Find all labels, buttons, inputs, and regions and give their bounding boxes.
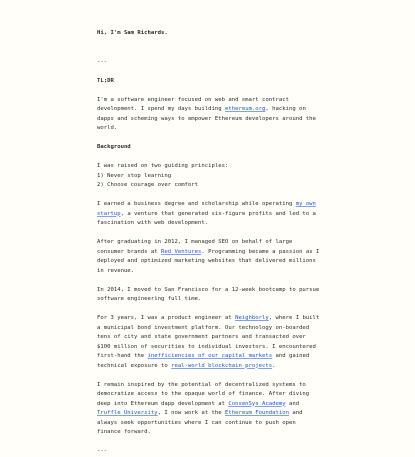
footer-divider: ---	[97, 448, 108, 454]
tldr-heading: TL;DR	[97, 77, 114, 84]
greeting-title: Hi, I'm Sam Richards.	[97, 30, 168, 36]
principles-intro: I was raised on two guiding principles:	[97, 163, 229, 169]
bootcamp-paragraph: In 2014, I moved to San Francisco for a 12-week bootcamp to pursue software engineering full time.	[97, 286, 320, 302]
startup-text-post: , a venture that generated six-figure profits and led to a fascination with web development.	[97, 210, 316, 226]
my-own-startup-link[interactable]: my own startup	[97, 201, 316, 217]
neighborly-text-post: .	[272, 362, 276, 369]
blockchain-projects-link[interactable]: real-world blockchain projects	[171, 362, 273, 369]
ethereum-paragraph	[97, 381, 322, 438]
tldr-paragraph	[97, 96, 322, 134]
startup-paragraph	[97, 200, 322, 229]
tldr-line-1: I'm a software engineer focused on web and smart contract development.	[97, 96, 289, 112]
principle-1: 1) Never stop learning	[97, 172, 172, 179]
seo-text-post: . Programming became a passion as I deployed and optimized marketing websites that delivered millions in revenue.	[97, 248, 320, 274]
red-ventures-link[interactable]: Red Ventures	[161, 248, 202, 255]
neighborly-text-pre: For 3 years, I was a product engineer at	[97, 315, 236, 321]
neighborly-text-mid-2: and gained technical exposure to	[97, 353, 310, 369]
ethereum-text-and: and	[285, 400, 300, 407]
tldr-line-3: ways to empower Ethereum developers around the world.	[97, 115, 316, 131]
truffle-university-link[interactable]: Truffle University	[97, 410, 158, 416]
ethereum-text-mid: , I now work at the	[157, 410, 225, 416]
ethereum-org-link[interactable]: ethereum.org	[225, 106, 266, 112]
startup-text-pre: I earned a business degree and scholarship while operating	[97, 201, 296, 207]
tldr-line-2-post: , hacking on dapps and scheming	[97, 106, 306, 122]
ethereum-foundation-link[interactable]: Ethereum Foundation	[224, 410, 289, 416]
ethereum-text-post: and always seek opportunities where I can continue to push open finance forward.	[97, 410, 303, 435]
capital-markets-link[interactable]: inefficiencies of our capital markets	[147, 353, 273, 359]
page-content	[97, 29, 322, 457]
ethereum-text-pre: I remain inspired by the potential of decentralized systems to democratize access to the opaque world of finance. After diving deep into Ethereum dapp development at	[97, 381, 310, 407]
neighborly-link[interactable]: Neighborly	[235, 315, 269, 321]
seo-paragraph	[97, 238, 322, 276]
neighborly-text-mid: , where I built a municipal bond investment platform. Our technology on-boarded tens of city and state government partners and transacted over $100 million of securities to individual investors. I encountered first-hand the	[97, 315, 320, 359]
consensys-academy-link[interactable]: ConsenSys Academy	[228, 400, 286, 407]
principle-2: 2) Choose courage over comfort	[97, 182, 199, 188]
background-heading: Background	[97, 144, 131, 150]
seo-text-pre: After graduating in 2012, I managed SEO on behalf of large consumer brands at	[97, 239, 293, 255]
tldr-line-2-pre: I spend my days building	[140, 106, 225, 112]
neighborly-paragraph	[97, 314, 322, 371]
divider: ---	[97, 58, 108, 65]
